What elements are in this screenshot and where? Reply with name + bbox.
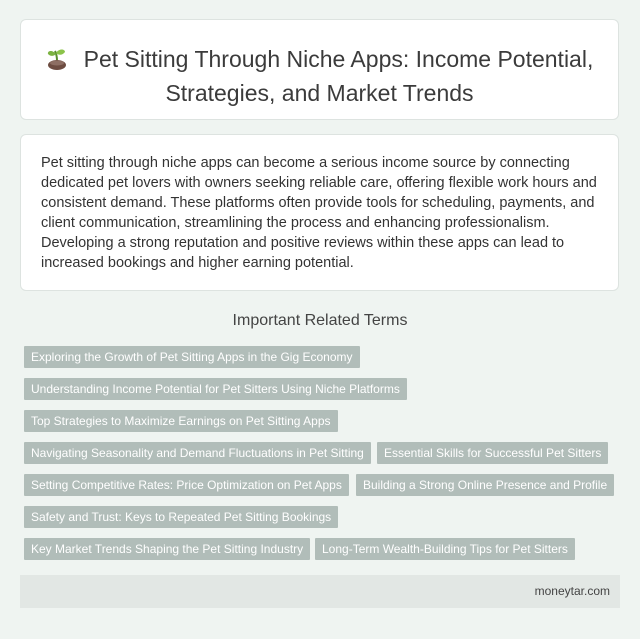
related-terms-heading: Important Related Terms <box>232 312 408 329</box>
related-term-tag[interactable]: Setting Competitive Rates: Price Optimization on Pet Apps <box>24 474 349 496</box>
related-term-tag[interactable]: Safety and Trust: Keys to Repeated Pet Sitting Bookings <box>24 506 338 528</box>
related-term-tag[interactable]: Understanding Income Potential for Pet Sitters Using Niche Platforms <box>24 378 407 400</box>
title-label: Pet Sitting Through Niche Apps: Income Potential, Strategies, and Market Trends <box>83 46 594 106</box>
related-term-tag[interactable]: Key Market Trends Shaping the Pet Sitting Industry <box>24 538 310 560</box>
related-term-tag[interactable]: Long-Term Wealth-Building Tips for Pet Sitters <box>315 538 575 560</box>
sprout-icon <box>46 47 68 78</box>
footer <box>20 575 620 608</box>
related-term-tag[interactable]: Essential Skills for Successful Pet Sitters <box>377 442 608 464</box>
footer-site-link[interactable]: moneytar.com <box>534 584 610 598</box>
related-term-tag[interactable]: Top Strategies to Maximize Earnings on Pet Sitting Apps <box>24 410 338 432</box>
intro-card <box>20 134 619 291</box>
related-term-tag[interactable]: Navigating Seasonality and Demand Fluctuations in Pet Sitting <box>24 442 371 464</box>
related-term-tag[interactable]: Building a Strong Online Presence and Profile <box>356 474 614 496</box>
page-title <box>21 44 618 108</box>
intro-paragraph: Pet sitting through niche apps can become a serious income source by connecting dedicated pet lovers with owners seeking reliable care, offering flexible work hours and consistent demand. These platforms often provide tools for scheduling, payments, and client communication, streamlining the process and enhancing professionalism. Developing a strong reputation and positive reviews within these apps can lead to increased bookings and higher earning potential. <box>41 155 597 271</box>
related-term-tag[interactable]: Exploring the Growth of Pet Sitting Apps in the Gig Economy <box>24 346 360 368</box>
title-card <box>20 19 619 120</box>
